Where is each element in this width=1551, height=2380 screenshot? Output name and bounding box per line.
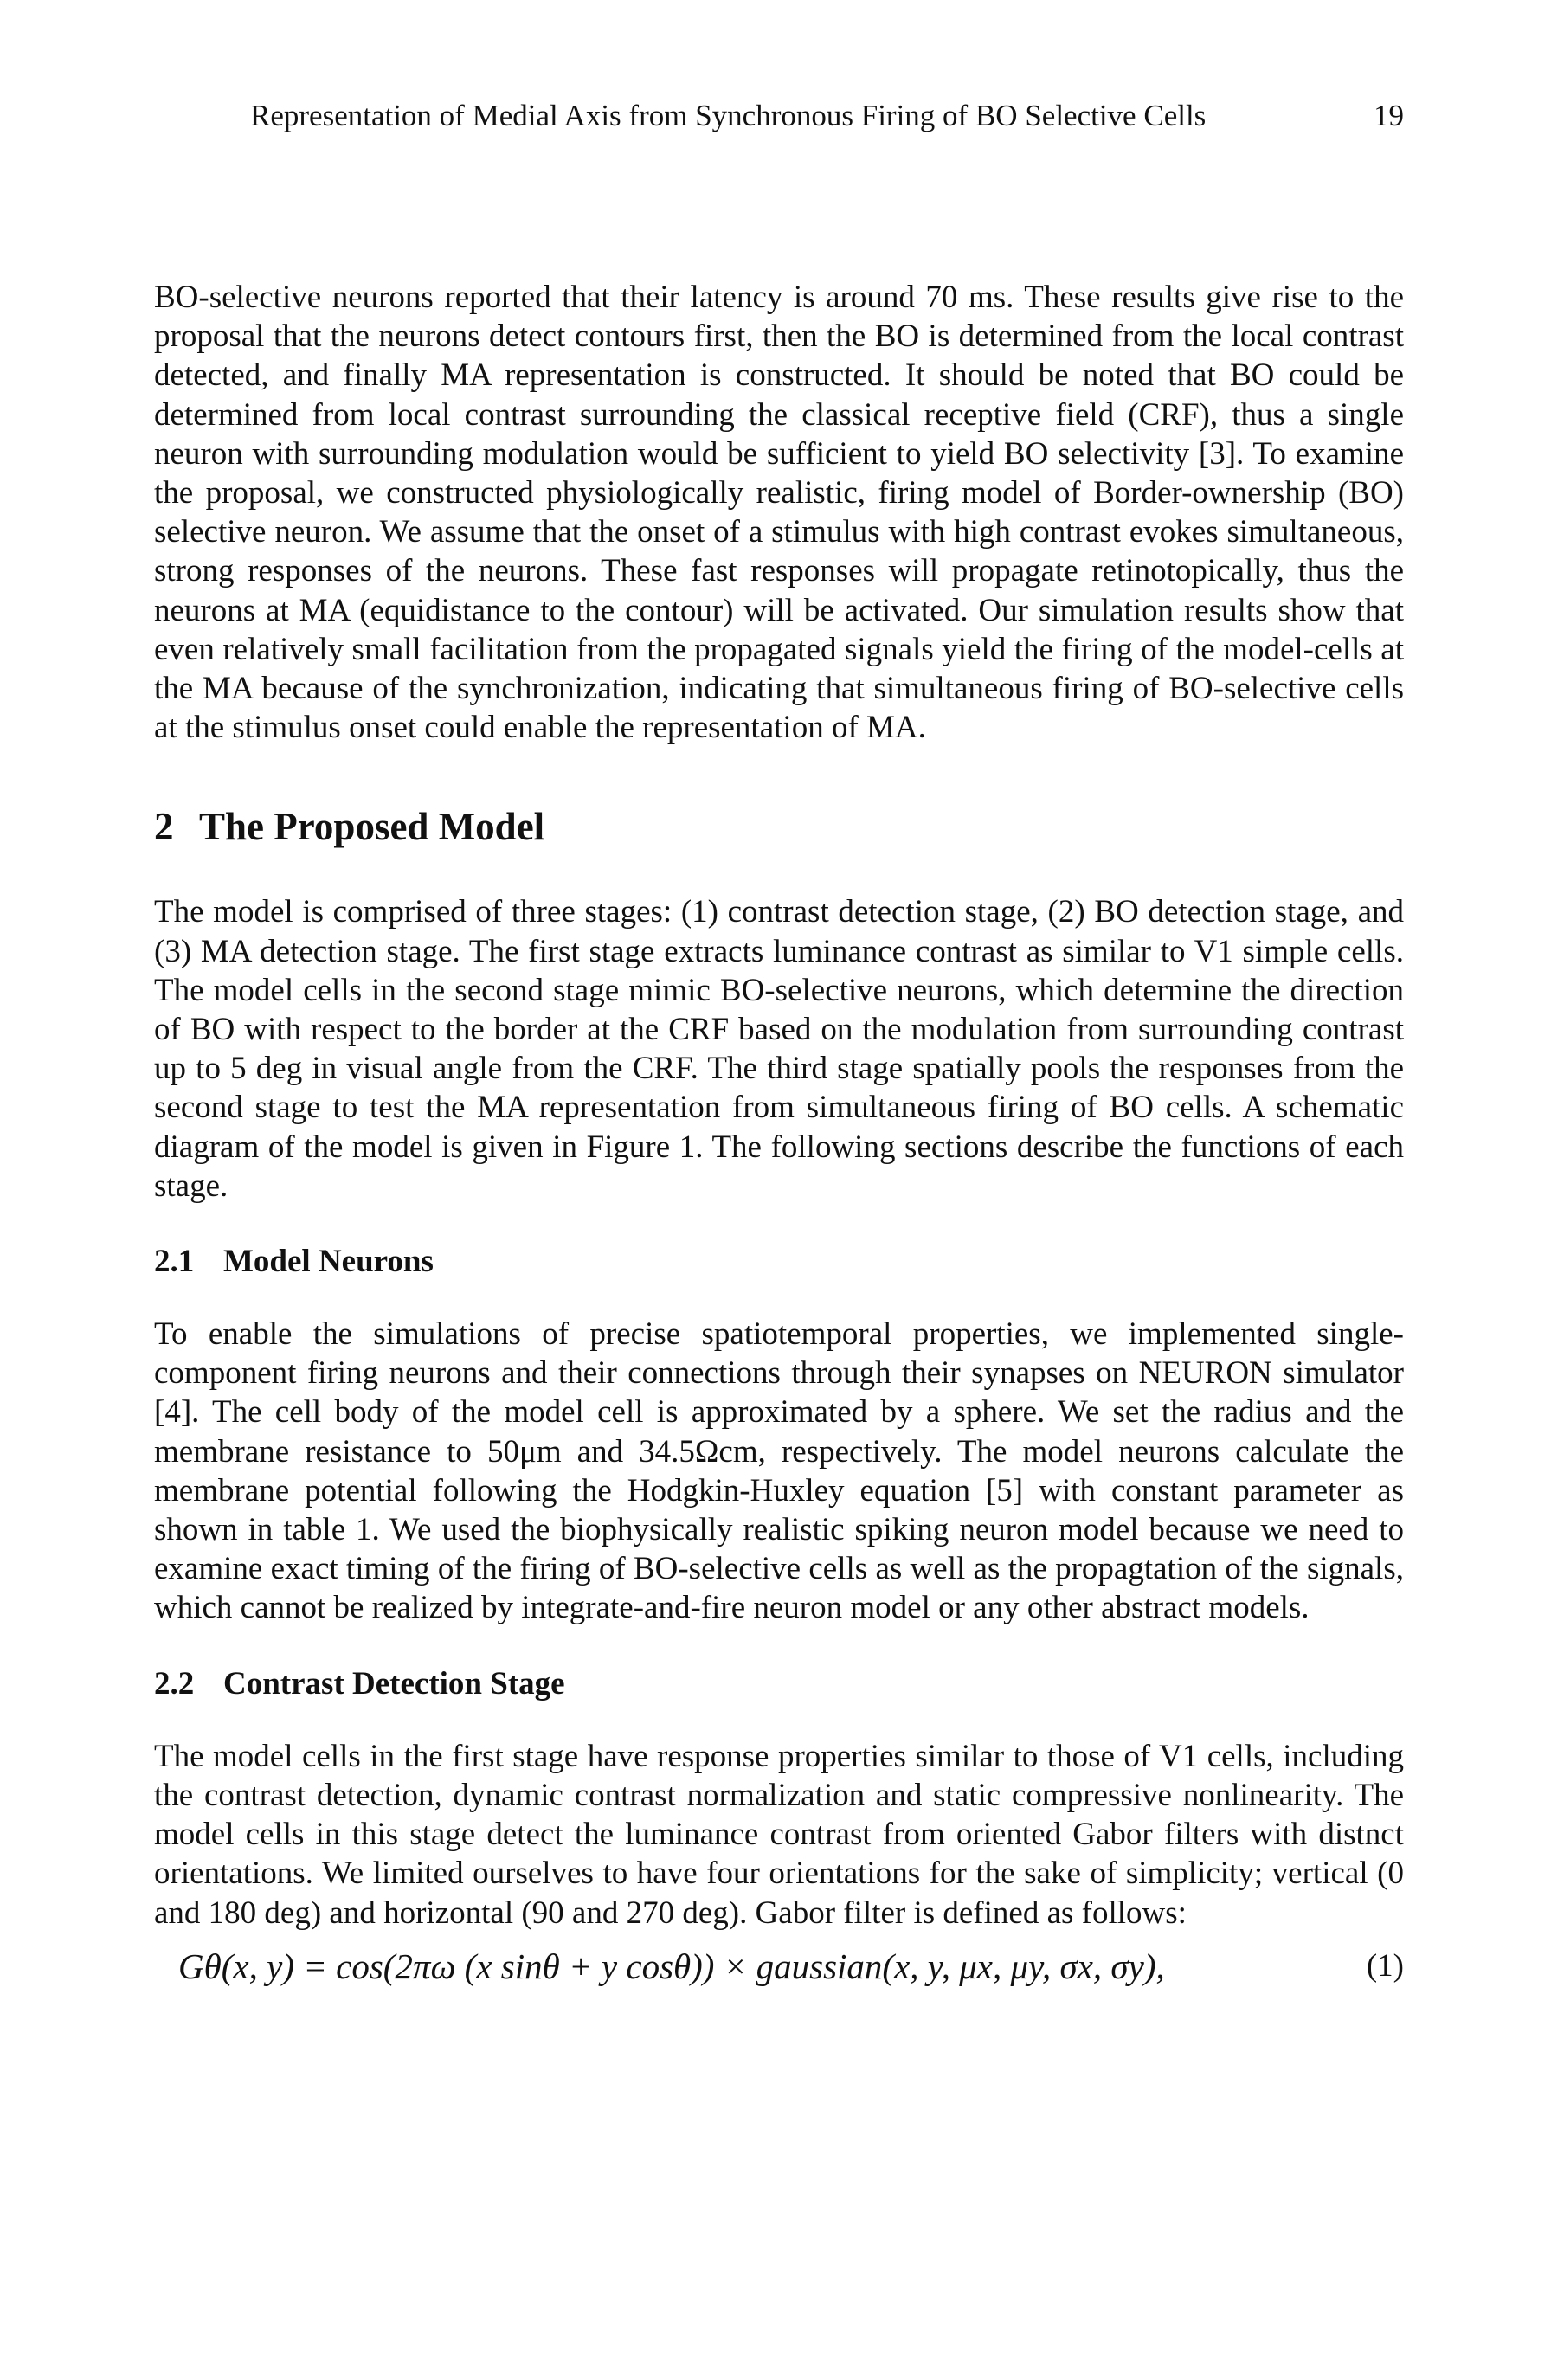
section-title: The Proposed Model	[199, 805, 545, 849]
intro-paragraph: BO-selective neurons reported that their latency is around 70 ms. These results give rise to the proposal that the neurons detect contours first, then the BO is determined from the local contrast detected, and finally MA representation is constructed. It should be noted that BO could be determined from local contrast surrounding the classical receptive field (CRF), thus a single neuron with surrounding modulation would be sufficient to yield BO selectivity [3]. To examine the proposal, we constructed physiologically realistic, firing model of Border-ownership (BO) selective neuron. We assume that the onset of a stimulus with high contrast evokes simultaneous, strong responses of the neurons. These fast responses will propagate retinotopically, thus the neurons at MA (equidistance to the contour) will be activated. Our simulation results show that even relatively small facilitation from the propagated signals yield the firing of the model-cells at the MA because of the synchronization, indicating that simultaneous firing of BO-selective cells at the stimulus onset could enable the representation of MA.	[154, 280, 1404, 746]
section-heading	[154, 801, 1404, 852]
section-2-2-paragraph: The model cells in the first stage have response properties similar to those of V1 cells, including the contrast detection, dynamic contrast normalization and static compressive nonlinearity. The model cells in this stage detect the luminance contrast from oriented Gabor filters with distnct orientations. We limited ourselves to have four orientations for the sake of simplicity; vertical (0 and 180 deg) and horizontal (90 and 270 deg). Gabor filter is defined as follows:	[154, 1738, 1404, 1931]
subsection-title: Contrast Detection Stage	[223, 1665, 565, 1701]
paper-page	[154, 90, 1404, 1997]
section-2-1-paragraph: To enable the simulations of precise spatiotemporal properties, we implemented single-component firing neurons and their connections through their synapses on NEURON simulator [4]. The cell body of the model cell is approximated by a sphere. We set the radius and the membrane resistance to 50μm and 34.5Ωcm, respectively. The model neurons calculate the membrane potential following the Hodgkin-Huxley equation [5] with constant parameter as shown in table 1. We used the biophysically realistic spiking neuron model because we need to examine exact timing of the firing of BO-selective cells as well as the propagtation of the signals, which cannot be realized by integrate-and-fire neuron model or any other abstract models.	[154, 1316, 1404, 1626]
subsection-number: 2.2	[154, 1665, 195, 1701]
page-number: 19	[1374, 99, 1404, 132]
equation-number: (1)	[1366, 1947, 1404, 1984]
equation-text: Gθ(x, y) = cos(2πω (x sinθ + y cosθ)) × gaussian(x, y, μx, μy, σx, σy),	[178, 1946, 1165, 1986]
equation-1	[154, 1936, 1404, 1997]
subsection-title: Model Neurons	[223, 1244, 434, 1280]
section-number: 2	[154, 805, 174, 849]
subsection-heading-2-1	[154, 1240, 1404, 1283]
running-head-title: Representation of Medial Axis from Synchronous Firing of BO Selective Cells	[250, 99, 1207, 132]
running-head	[154, 90, 1404, 142]
subsection-number: 2.1	[154, 1244, 195, 1280]
section-2-paragraph: The model is comprised of three stages: (1) contrast detection stage, (2) BO detection stage, and (3) MA detection stage. The first stage extracts luminance contrast as similar to V1 simple cells. The model cells in the second stage mimic BO-selective neurons, which determine the direction of BO with respect to the border at the CRF based on the modulation from surrounding contrast up to 5 deg in visual angle from the CRF. The third stage spatially pools the responses from the second stage to test the MA representation from simultaneous firing of BO cells. A schematic diagram of the model is given in Figure 1. The following sections describe the functions of each stage.	[154, 894, 1404, 1204]
subsection-heading-2-2	[154, 1663, 1404, 1706]
